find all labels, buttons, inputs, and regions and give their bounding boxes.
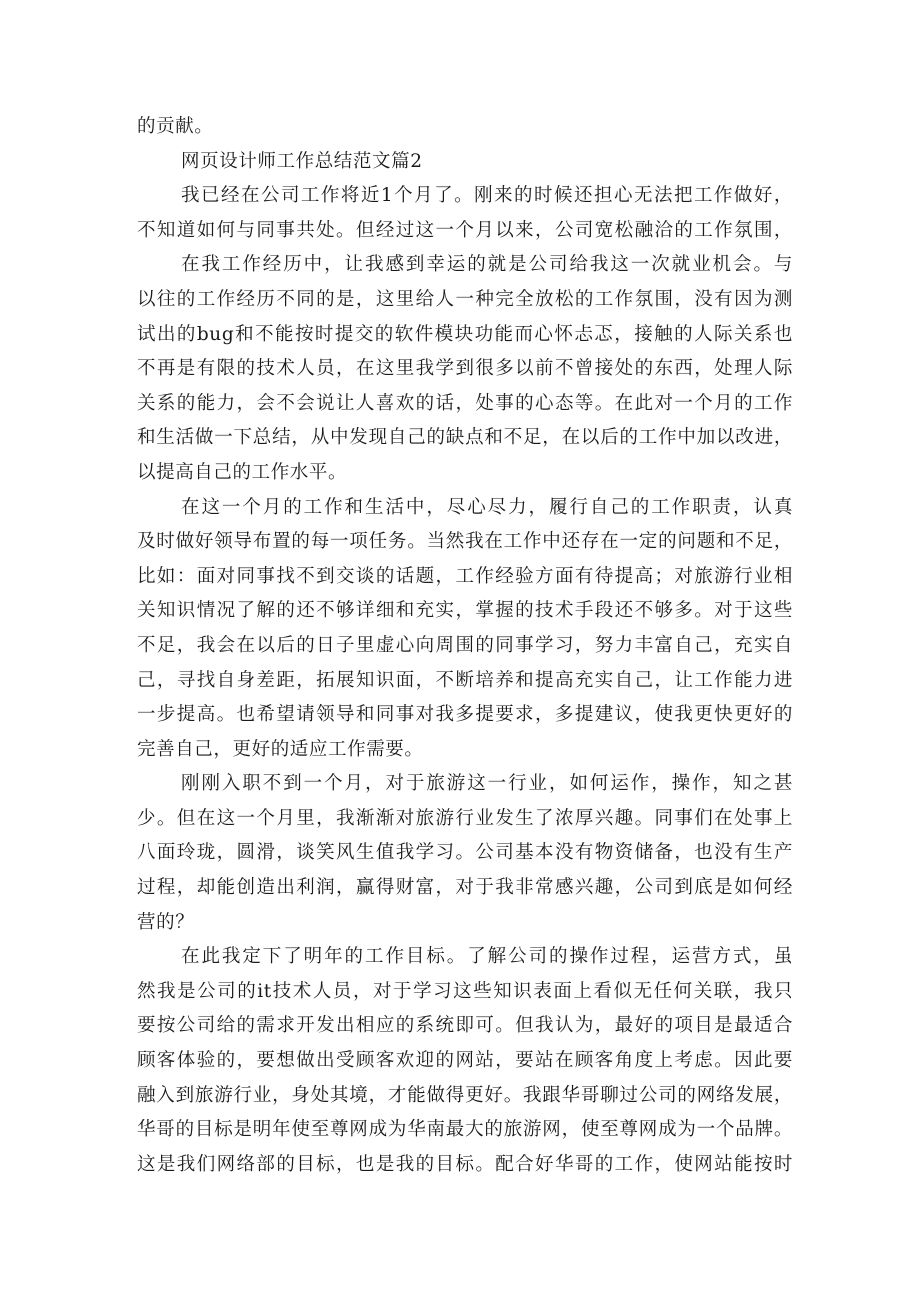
text-line: 关系的能力，会不会说让人喜欢的话，处事的心态等。在此对一个月的工作 <box>137 392 793 414</box>
text-line: 的贡献。 <box>137 116 214 137</box>
text-line: 以提高自己的工作水平。 <box>137 461 348 483</box>
text-line: 在我工作经历中，让我感到幸运的就是公司给我这一次就业机会。与 <box>181 254 793 276</box>
text-line: 要按公司给的需求开发出相应的系统即可。但我认为，最好的项目是最适合 <box>137 1015 793 1037</box>
document-body <box>137 110 793 1182</box>
text-line: 刚刚入职不到一个月，对于旅游这一行业，如何运作，操作，知之甚 <box>181 773 793 795</box>
text-line: 过程，却能创造出利润，赢得财富，对于我非常感兴趣，公司到底是如何经 <box>137 877 793 899</box>
text-line: 及时做好领导布置的每一项任务。当然我在工作中还存在一定的问题和不足， <box>137 531 793 553</box>
text-line: 不再是有限的技术人员，在这里我学到很多以前不曾接处的东西，处理人际 <box>137 358 793 380</box>
text-line: 我已经在公司工作将近1个月了。刚来的时候还担心无法把工作做好， <box>181 185 793 207</box>
text-line: 不足，我会在以后的日子里虚心向周围的同事学习，努力丰富自己，充实自 <box>137 634 793 656</box>
text-line: 一步提高。也希望请领导和同事对我多提要求，多提建议，使我更快更好的 <box>137 704 793 726</box>
text-line: 和生活做一下总结，从中发现自己的缺点和不足，在以后的工作中加以改进， <box>137 427 793 449</box>
text-line: 完善自己，更好的适应工作需要。 <box>137 738 424 760</box>
text-line: 融入到旅游行业，身处其境，才能做得更好。我跟华哥聊过公司的网络发展， <box>137 1084 793 1106</box>
text-line: 顾客体验的，要想做出受顾客欢迎的网站，要站在顾客角度上考虑。因此要 <box>137 1050 793 1072</box>
text-line: 不知道如何与同事共处。但经过这一个月以来，公司宽松融洽的工作氛围， <box>137 219 793 241</box>
text-line: 华哥的目标是明年使至尊网成为华南最大的旅游网，使至尊网成为一个品牌。 <box>137 1119 793 1141</box>
text-line: 八面玲珑，圆滑，谈笑风生值我学习。公司基本没有物资储备，也没有生产 <box>137 842 793 864</box>
text-line: 营的？ <box>137 911 195 933</box>
text-line: 以往的工作经历不同的是，这里给人一种完全放松的工作氛围，没有因为测 <box>137 288 793 310</box>
text-line: 少。但在这一个月里，我渐渐对旅游行业发生了浓厚兴趣。同事们在处事上 <box>137 807 793 829</box>
text-line: 比如：面对同事找不到交谈的话题，工作经验方面有待提高；对旅游行业相 <box>137 565 793 587</box>
text-line: 然我是公司的it技术人员，对于学习这些知识表面上看似无任何关联，我只 <box>137 980 793 1002</box>
text-line: 关知识情况了解的还不够详细和充实，掌握的技术手段还不够多。对于这些 <box>137 600 793 622</box>
section-heading: 网页设计师工作总结范文篇2 <box>181 150 423 172</box>
text-line: 在此我定下了明年的工作目标。了解公司的操作过程，运营方式，虽 <box>181 946 793 968</box>
text-line: 试出的bug和不能按时提交的软件模块功能而心怀忐忑，接触的人际关系也 <box>137 323 793 345</box>
text-line: 在这一个月的工作和生活中，尽心尽力，履行自己的工作职责，认真 <box>181 496 793 518</box>
text-line: 己，寻找自身差距，拓展知识面，不断培养和提高充实自己，让工作能力进 <box>137 669 793 691</box>
text-line: 这是我们网络部的目标，也是我的目标。配合好华哥的工作，使网站能按时 <box>137 1153 793 1175</box>
